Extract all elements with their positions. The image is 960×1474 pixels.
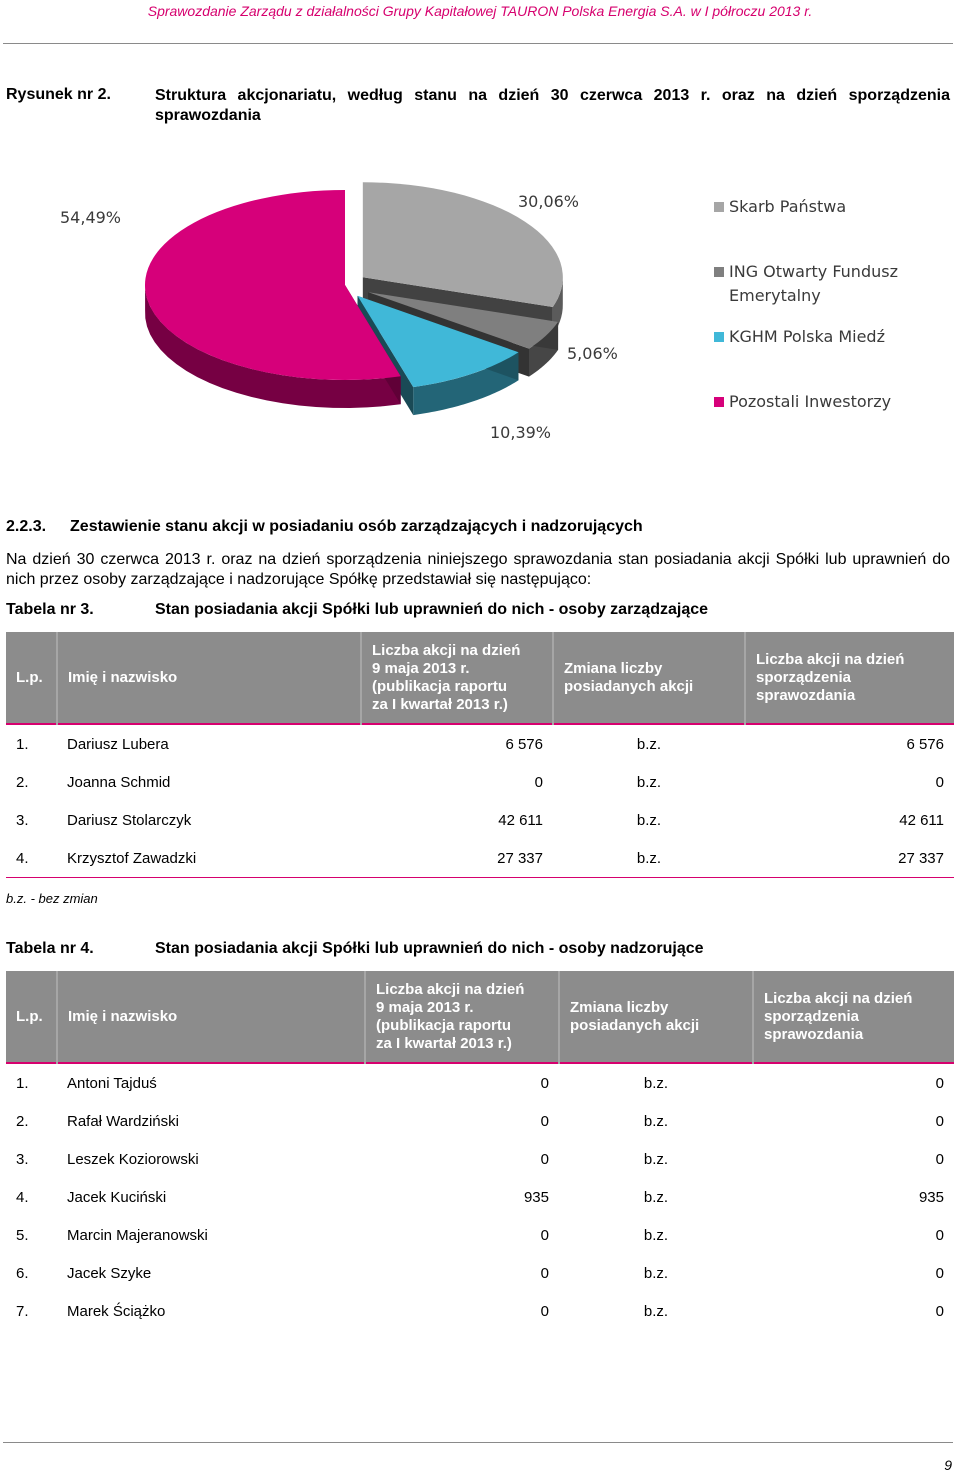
cell-lp: 7. [16, 1302, 29, 1320]
legend-swatch-pozostali [714, 397, 724, 407]
header-shares-now-line: sporządzenia [756, 668, 852, 686]
cell-lp: 1. [16, 735, 29, 753]
section-paragraph: Na dzień 30 czerwca 2013 r. oraz na dzień sporządzenia niniejszego sprawozdania stan posiadania akcji Spółki lub uprawnień do nich przez osoby zarządzające i nadzorujące Spółkę przedstawiał się następująco: [6, 551, 950, 588]
header-shares-now-line: sprawozdania [764, 1025, 864, 1043]
cell-name: Leszek Koziorowski [67, 1150, 199, 1168]
legend-swatch-skarb [714, 202, 724, 212]
cell-shares-may: 0 [534, 773, 543, 791]
cell-lp: 2. [16, 1112, 29, 1130]
header-shares-may-line: za I kwartał 2013 r.) [372, 695, 508, 713]
header-change-line: Zmiana liczby [570, 998, 669, 1016]
table3-management-shares [6, 632, 954, 878]
cell-shares-may: 935 [523, 1188, 549, 1206]
cell-change: b.z. [643, 1112, 669, 1130]
legend-label-ing-2: Emerytalny [729, 286, 821, 305]
table4-supervisory-shares [6, 971, 954, 1330]
cell-lp: 4. [16, 1188, 29, 1206]
cell-shares-may: 0 [540, 1264, 549, 1282]
cell-shares-now: 0 [935, 1112, 944, 1130]
header-shares-may-line: za I kwartał 2013 r.) [376, 1034, 512, 1052]
section-title: Zestawienie stanu akcji w posiadaniu osób zarządzających i nadzorujących [70, 518, 643, 535]
header-shares-may-line: 9 maja 2013 r. [376, 998, 474, 1016]
header-shares-may-line: (publikacja raportu [372, 677, 508, 695]
cell-shares-now: 0 [935, 1226, 944, 1244]
header-shares-now [753, 971, 954, 1063]
table-row [6, 1063, 954, 1102]
legend [714, 197, 898, 411]
cell-name: Marek Ściążko [67, 1302, 166, 1320]
legend-label-kghm: KGHM Polska Miedź [729, 327, 885, 346]
cell-lp: 5. [16, 1226, 29, 1244]
cell-shares-may: 6 576 [505, 735, 543, 753]
legend-label-ing-1: ING Otwarty Fundusz [729, 262, 898, 281]
pie-slices [145, 182, 563, 415]
cell-shares-now: 0 [935, 1302, 944, 1320]
header-shares-may-line: 9 maja 2013 r. [372, 659, 470, 677]
cell-shares-may: 42 611 [498, 811, 543, 829]
cell-shares-may: 0 [540, 1302, 549, 1320]
header-shares-now-line: sprawozdania [756, 686, 856, 704]
cell-shares-now: 0 [935, 773, 944, 791]
cell-lp: 3. [16, 811, 29, 829]
header-change [553, 632, 745, 724]
cell-shares-now: 935 [918, 1188, 944, 1206]
header-name: Imię i nazwisko [57, 971, 365, 1063]
cell-shares-now: 0 [935, 1264, 944, 1282]
cell-name: Jacek Szyke [67, 1264, 152, 1282]
header-change-line: posiadanych akcji [564, 677, 694, 695]
header-shares-now-line: Liczba akcji na dzień [764, 989, 913, 1007]
cell-shares-may: 0 [540, 1074, 549, 1092]
shareholder-pie-chart [0, 170, 960, 470]
table-row [6, 1178, 954, 1216]
cell-change: b.z. [643, 1264, 669, 1282]
section-heading [6, 518, 643, 536]
legend-swatch-kghm [714, 332, 724, 342]
table4-title: Stan posiadania akcji Spółki lub uprawnień do nich - osoby nadzorujące [155, 940, 704, 957]
cell-lp: 4. [6, 839, 57, 878]
header-change-line: posiadanych akcji [570, 1016, 700, 1034]
footer-rule [3, 1442, 953, 1443]
table-row [6, 801, 954, 839]
data-label-pozostali: 54,49% [60, 208, 122, 227]
legend-label-pozostali: Pozostali Inwestorzy [729, 392, 892, 411]
cell-change: b.z. [636, 735, 662, 753]
table3-header-row [6, 632, 954, 724]
figure-title: Struktura akcjonariatu, według stanu na dzień 30 czerwca 2013 r. oraz na dzień sporządzenia sprawozdania [155, 87, 950, 124]
header-rule [3, 43, 953, 44]
table-row [6, 724, 954, 763]
cell-change: b.z. [643, 1150, 669, 1168]
table-row [6, 839, 954, 878]
cell-change: b.z. [636, 811, 662, 829]
legend-swatch-ing [714, 267, 724, 277]
cell-lp: 1. [16, 1074, 29, 1092]
header-lp: L.p. [6, 971, 57, 1063]
cell-change: b.z. [636, 773, 662, 791]
data-label-ing: 5,06% [567, 344, 618, 363]
cell-name: Jacek Kuciński [67, 1188, 167, 1206]
cell-shares-now: 42 611 [899, 811, 944, 829]
figure-label: Rysunek nr 2. [6, 86, 111, 103]
table-row [6, 763, 954, 801]
cell-name: Krzysztof Zawadzki [57, 839, 361, 878]
data-label-skarb: 30,06% [518, 192, 580, 211]
cell-shares-may: 0 [540, 1150, 549, 1168]
cell-shares-now: 0 [935, 1074, 944, 1092]
cell-change: b.z. [643, 1074, 669, 1092]
header-shares-may-line: Liczba akcji na dzień [376, 980, 525, 998]
table-row [6, 1102, 954, 1140]
table3-title: Stan posiadania akcji Spółki lub uprawnień do nich - osoby zarządzające [155, 601, 709, 618]
header-change [559, 971, 753, 1063]
cell-lp: 3. [16, 1150, 29, 1168]
cell-change: b.z. [553, 839, 745, 878]
cell-change: b.z. [643, 1302, 669, 1320]
cell-shares-now: 6 576 [906, 735, 944, 753]
cell-lp: 6. [16, 1264, 29, 1282]
header-shares-now-line: sporządzenia [764, 1007, 860, 1025]
header-name: Imię i nazwisko [57, 632, 361, 724]
table-row [6, 1254, 954, 1292]
legend-label-skarb: Skarb Państwa [729, 197, 847, 216]
header-shares-may [365, 971, 559, 1063]
cell-shares-may: 27 337 [361, 839, 553, 878]
header-lp: L.p. [6, 632, 57, 724]
cell-name: Dariusz Lubera [67, 735, 169, 753]
footnote-bz: b.z. - bez zmian [6, 891, 98, 906]
cell-shares-may: 0 [540, 1112, 549, 1130]
cell-name: Dariusz Stolarczyk [67, 811, 192, 829]
cell-shares-now: 27 337 [745, 839, 954, 878]
header-shares-now-line: Liczba akcji na dzień [756, 650, 905, 668]
page-header: Sprawozdanie Zarządu z działalności Grupy Kapitałowej TAURON Polska Energia S.A. w I półroczu 2013 r. [147, 3, 813, 19]
header-change-line: Zmiana liczby [564, 659, 663, 677]
cell-name: Antoni Tajduś [67, 1074, 157, 1092]
table4-header-row [6, 971, 954, 1063]
header-shares-may-line: Liczba akcji na dzień [372, 641, 521, 659]
cell-change: b.z. [643, 1226, 669, 1244]
cell-change: b.z. [643, 1188, 669, 1206]
page-number: 9 [944, 1457, 952, 1473]
header-shares-may [361, 632, 553, 724]
cell-lp: 2. [16, 773, 29, 791]
header-shares-now [745, 632, 954, 724]
cell-shares-may: 0 [540, 1226, 549, 1244]
table3-label: Tabela nr 3. [6, 601, 94, 618]
cell-name: Marcin Majeranowski [67, 1226, 208, 1244]
cell-shares-now: 0 [935, 1150, 944, 1168]
table4-label: Tabela nr 4. [6, 940, 94, 957]
header-shares-may-line: (publikacja raportu [376, 1016, 512, 1034]
section-number: 2.2.3. [6, 518, 47, 535]
cell-name: Rafał Wardziński [67, 1112, 179, 1130]
cell-name: Joanna Schmid [67, 773, 171, 791]
data-label-kghm: 10,39% [490, 423, 552, 442]
table-row [6, 1292, 954, 1330]
table-row [6, 1216, 954, 1254]
table-row [6, 1140, 954, 1178]
